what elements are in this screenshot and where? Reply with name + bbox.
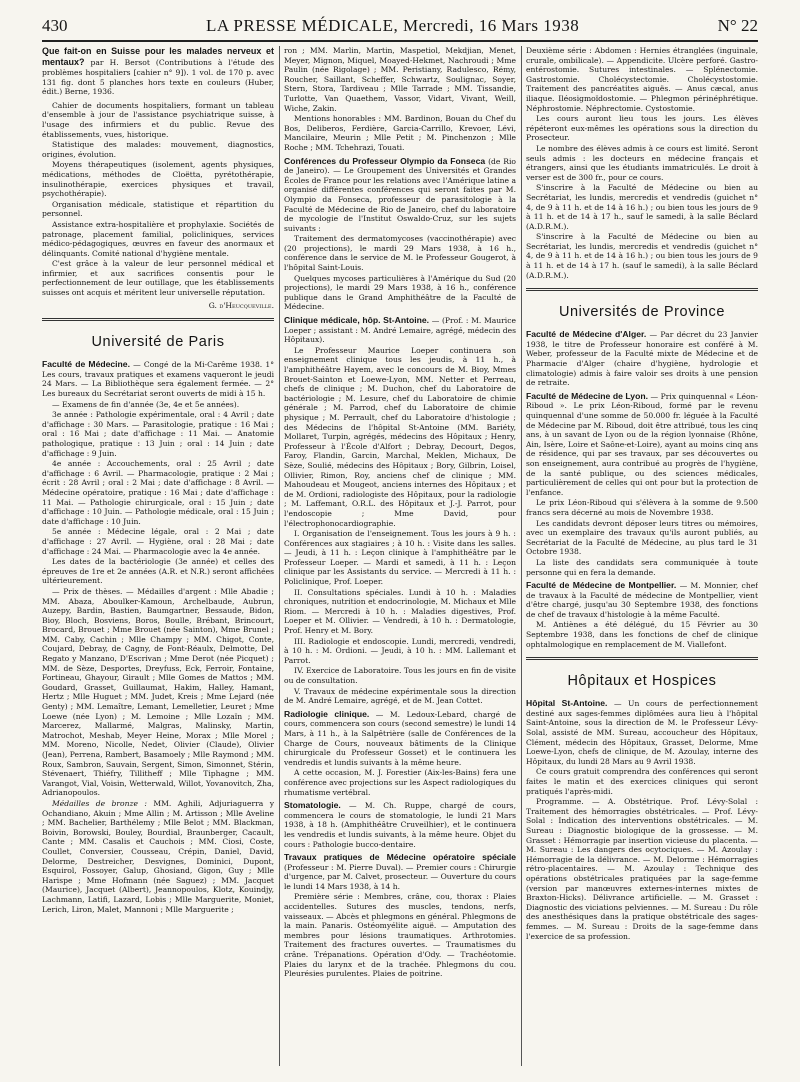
notice-text: Quelques mycoses particulières à l'Amérique du Sud (20 projections), le mardi 29 Mars 1938, à 16 h., conférence publique dans le Grand Amphithéâtre de la Faculté de Médecine. (284, 273, 516, 312)
notice-text: — M. Monnier, chef de travaux à la Faculté de médecine de Montpellier, vient d'être chargé, jusqu'au 30 Septembre 1938, des fonctions de chef de travaux d'histologie à la même Faculté. (526, 581, 758, 619)
column-divider (279, 46, 280, 1066)
notice-text: III. Radiologie et endoscopie. Lundi, mercredi, vendredi, à 10 h. : M. Ordioni. — Jeudi, à 10 h. : MM. Lallemant et Parrot. (284, 636, 516, 665)
notice-text: II. Consultations spéciales. Lundi à 10 h. : Maladies chroniques, nutrition et endocrinologie, M. Michaux et Mlle Riom. — Mercredi à 10 h. : Maladies digestives, Prof. Loeper et M. Ollivier. — Vendredi, à 10 h. : Dermatologie, Prof. Henry et M. Bory. (284, 587, 516, 636)
notice-text: IV. Exercice de Laboratoire. Tous les jours en fin de visite ou de consultation. (284, 666, 516, 685)
subsection-title: Faculté de Médecine de Lyon. (526, 390, 648, 401)
notice-text: — Par décret du 23 Janvier 1938, le titre de Professeur honoraire est conféré à M. Weber, professeur de la Faculté mixte de Médecine et de Pharmacie d'Alger (chaire d'hygiène, hydrologie et climatologie) admis à faire valoir ses droits à une pension de retraite. (526, 330, 758, 388)
notice-text: 4e année : Accouchements, oral : 25 Avril ; date d'affichage : 6 Avril. — Pharmacologie, pratique : 2 Mai ; écrit : 28 Avril ; oral : 2 Mai ; date d'affichage : 8 Avril. — Médecine opératoire, pratique : 16 Mai ; date d'affichage : 11 Mai. — Pathologie chirurgicale, oral : 15 Juin ; date d'affichage : 10 Juin. — Pathologie médicale, oral : 15 Juin ; date d'affichage : 10 Juin. (42, 459, 274, 526)
notice-text: — M. Ledoux-Lebard, chargé de cours, commencera son cours (second semestre) le lundi 14 Mars, à 11 h., à la Salpêtrière (salle de Conférences de la Charge de Cours, nouveaux bâtiments de la Clinique chirurgicale du Professeur Gosset) et le continuera les vendredis et lundis suivants à la même heure. (284, 709, 516, 767)
notice-text: Traitement des dermatomycoses (vaccinothérapie) avec (20 projections), le mardi 29 Mars 1938, à 16 h., conférence dans le service de M. le Professeur Gougerot, à l'hôpital Saint-Louis. (284, 234, 516, 273)
section-rule (526, 288, 758, 291)
subsection-title: Faculté de Médecine de Montpellier. (526, 580, 677, 591)
review-paragraph: Statistique des malades: mouvement, diagnostics, origines, évolution. (42, 140, 274, 159)
notice-text: — Prix quinquennal « Léon-Riboud ». Le prix Léon-Riboud, formé par le revenu quinquennal d'une somme de 50.000 fr. léguée à la Faculté de Médecine par M. Riboud, doit être attribué, tous les cinq ans, à un savant de Lyon ou de la région lyonnaise (Rhône, Ain, Isère, Loire et Saône-et-Loire), ayant au moins cinq ans de résidence, qui par ses travaux, par ses découvertes ou son enseignement, aura contribué au progrès de l'hygiène, de la santé publique, ou des sciences médicales, particulièrement de celles qui ont pour but la protection de l'enfance. (526, 391, 758, 497)
subsection-title: Hôpital St-Antoine. (526, 698, 608, 709)
header-rule (42, 40, 758, 42)
names-list: Mlle Abadie ; MM. Abaza, Aboulker-Kamoun, Archelbaude, Aubrun, Auzepy, Bardin, Bastien, Baumgartner, Bessaude, Bidon, Bioy, Bloch, Bosviens, Boros, Boulle, Brébant, Brincourt, Brocard, Brouet ; Mme Brouet (née Sainton), Mme Brunel ; MM. Caby, Cachin ; Mlle Champy ; MM. Chigot, Conte, Coujard, Debray, de Cagny, de Font-Réaulx, Delmotte, Del Regato y Manzano, D'Escrivan ; Mme Derot (née Picquet) ; MM. de Sèze, Desportes, Dreyfuss, Eck, Ferroir, Fontaine, Fortineau, Ghayour, Girault ; Mlle Gomes de Mattos ; MM. Goudard, Grasset, Guillaumat, Hakim, Halley, Hamant, Hertz ; Mlle Huguet ; MM. Judet, Kreis ; Mme Lejard (née Genty) ; MM. Lemaître, Lemant, Lemelletier, Leuret ; Mme Loewe (née Lyon) ; M. Lemoine ; Mlle Lozaïn ; MM. Marcerez, Mallarmé, Malgras, Malinsky, Martin, Matrochot, Meshab, Meyer Heine, Morax ; Mlle Morel ; MM. Moreno, Nicolle, Nedet, Olivier (Claude), Olivier (Jean), Perrena, Rambert, Basamoely ; Mlle Raymond ; MM. Roux, Sambron, Sauvain, Sergent, Simon, Simonnet, Stérin, Stévenaert, Thiéfry, Tillitheff ; Mlle Tiphagne ; MM. Varangot, Vial, Voisin, Wetterwald, Willot, Yovanovitch, Zha, Adrianopoulos. (42, 586, 274, 798)
notice-text: — Examens de fin d'année (3e, 4e et 5e années). (52, 399, 240, 409)
subsection-title: Travaux pratiques de Médecine opératoire spéciale (284, 852, 516, 863)
names-list: MM. Aghili, Adjuriaguerra y Ochandiano, Akuin ; Mme Allin ; M. Artisson ; Mlle Aveline ; MM. Bachelier, Barthélemy ; Mlle Belot ; MM. Blackman, Boivin, Borowski, Bouley, Bourdial, Braunberger, Cacault, Cante ; MM. Casalis et Cauchois ; MM. Ciosi, Coste, Coullet, Conversier, Cousseau, Crépin, Daniel, David, Delorme, Destreicher, Desvignes, Dominici, Dupont, Esquirol, Fossoyer, Galup, Ghosiand, Gigon, Guy ; Mlle Harispe ; Mme Hofmann (née Saguez) ; MM. Jacquet (Maurice), Jacquet (Albert), Jeannopoulos, Klotz, Kouindjy, Lachmann, Latifi, Lazard, Lobis ; Mlle Marguerite, Moniet, Lerich, Liron, Malet, Mannoni ; Mlle Marguerite ; (42, 798, 274, 914)
subsection-title: Stomatologie. (284, 800, 341, 811)
notice-text: — (Prof. : M. Maurice Loeper ; assistant : M. André Lemaire, agrégé, médecin des Hôpitaux). (284, 316, 516, 345)
notice-text: (de Rio de Janeiro). — Le Groupement des Universités et Grandes Écoles de France pour les relations avec l'Amérique latine a organisé différentes conférences qui seront faites par M. Olympio da Fonseca, professeur de parasitologie à la Faculté de Médecine de Rio de Janeiro, chef du laboratoire de mycologie de l'Institut Oswaldo-Cruz, sur les sujets suivants : (284, 156, 516, 233)
review-paragraph: Cahier de documents hospitaliers, formant un tableau d'ensemble à jour de l'assistance psychiatrique suisse, à l'usage des infirmiers et du public. Revue des établissements, vues, historique. (42, 100, 274, 139)
review-paragraph: Organisation médicale, statistique et répartition du personnel. (42, 199, 274, 219)
notice-text: Deuxième série : Abdomen : Hernies étranglées (inguinale, crurale, ombilicale). — Appendicite. Ulcère perforé. Gastro-entérostomie. Sutures intestinales. — Splénectomie. Gastrostomie. Cholécystectomie. Cholécystostomie. Traitement des pancréatites aiguës. — Anus cæcal, anus iliaque. Iléosigmoïdostomie. — Phlegmon périnéphrétique. Néphrostomie. Néphrectomie. Cystostomie. (526, 46, 758, 113)
section-rule (526, 657, 758, 660)
column-divider (521, 46, 522, 1066)
notice-text: Médailles de bronze : (52, 798, 147, 808)
notice-text: V. Travaux de médecine expérimentale sous la direction de M. André Lemaire, agrégé, et de M. Jean Cottet. (284, 686, 516, 706)
review-paragraph: C'est grâce à la valeur de leur personnel médical et infirmier, et aux sacrifices consentis pour le perfectionnement de leur outillage, que les établissements suisses ont acquis et méritent leur universelle réputation. (42, 259, 274, 298)
notice-text: Le Professeur Maurice Loeper continuera son enseignement clinique tous les jeudis, à 11 h., à l'amphithéâtre Hayem, avec le concours de M. Bioy, Mmes Brouet-Sainton et Loewe-Lyon, MM. Netter et Perreau, chefs de clinique ; M. Duchon, chef du Laboratoire de bactériologie ; M. Lesure, chef du Laboratoire de chimie générale ; M. Parrod, chef du Laboratoire de chimie physique ; M. Perrault, chef du Laboratoire d'histologie ; des Médecins de l'hôpital St-Antoine (MM. Bariéty, Mollaret, Turpin, agrégés, médecins des Hôpitaux ; Henry, Professeur à l'École d'Alfort ; Debray, Decourt, Degos, Faroy, Flandin, Garcin, Marchal, Meklen, Michaux, De Sèze, Soulié, médecins des Hôpitaux ; Bory, Gilbrin, Loisel, Ollivier, Rimon, Roy, anciens chef de clinique ; MM. Mahoudeau et Mougeot, anciens internes des Hôpitaux ; et de M. Ordioni, radiologiste des Hôpitaux, pour la radiologie ; M. Laffemant, O.R.L. des Hôpitaux et J.-J. Parrot, pour l'endoscopie ; Mme David, pour l'électrophonocardiographie. (284, 345, 516, 528)
review-paragraph: Moyens thérapeutiques (isolement, agents physiques, médications, méthodes de Cloëtta, pyrétothérapie, insulinothérapie, exercices physiques et travail, psychothérapie). (42, 160, 274, 199)
notice-text: Le nombre des élèves admis à ce cours est limité. Seront seuls admis : les docteurs en médecine français et étrangers, ainsi que les étudiants immatriculés. Le droit à verser est de 300 fr., pour ce cours. (526, 143, 758, 182)
journal-title: LA PRESSE MÉDICALE, Mercredi, 16 Mars 1938 (205, 16, 580, 35)
issue-date: Mercredi, 16 Mars 1938 (402, 16, 580, 35)
notice-text: — M. Ch. Ruppe, chargé de cours, commencera le cours de stomatologie, le lundi 21 Mars 1938, à 18 h. (Amphithéâtre Cruveilhier), et le continuera les vendredis et lundis suivants, à la même heure. Objet du cours : Pathologie bucco-dentaire. (284, 801, 516, 849)
review-signature: G. d'Heucqueville. (208, 300, 274, 310)
notice-text: Les dates de la bactériologie (3e année) et celles des épreuves de 1re et 2e années (A.R. et N.R.) seront affichées ultérieurement. (42, 557, 274, 586)
column-2 (284, 46, 516, 1076)
notice-text: Le prix Léon-Riboud qui s'élèvera à la somme de 9.500 francs sera décerné au mois de Novembre 1938. (526, 498, 758, 517)
issue-number: N° 22 (717, 16, 758, 35)
notice-text: (Professeur : M. Pierre Duval). — Premier cours : Chirurgie d'urgence, par M. Calvet, prosecteur. — Ouverture du cours le lundi 14 Mars 1938, à 14 h. (284, 862, 516, 891)
notice-text: Les cours auront lieu tous les jours. Les élèves répéteront eux-mêmes les opérations sous la direction du Prosecteur. (526, 114, 758, 143)
notice-text: S'inscrire à la Faculté de Médecine ou bien au Secrétariat, les lundis, mercredis et vendredis (guichet n° 4, de 9 à 11 h. et de 14 à 16 h.) ; ou bien tous les jours de 9 à 11 h. et de 14 à 17 h., sauf le samedi, à la salle Béclard (A.D.R.M.). (526, 183, 758, 231)
column-3 (526, 46, 758, 1076)
subsection-title: Conférences du Professeur Olympio da Fonseca (284, 155, 486, 166)
subsection-title: Faculté de Médecine d'Alger. (526, 329, 647, 340)
review-paragraph: Assistance extra-hospitalière et prophylaxie. Sociétés de patronage, placement familial, policliniques, services médico-pédagogiques, œuvres en faveur des anormaux et délinquants. Comité national d'hygiène mentale. (42, 219, 274, 258)
notice-text: S'inscrire à la Faculté de Médecine ou bien au Secrétariat, les lundis, mercredis et vendredis (guichet n° 4, de 9 à 11 h. et de 14 à 16 h.) ; ou bien tous les jours de 9 à 11 h. et de 14 à 17 h. (sauf le samedi), à la salle Béclard (A.D.R.M.). (526, 232, 758, 280)
review-title: Que fait-on en Suisse pour les malades nerveux et mentaux? (42, 46, 274, 67)
notice-text: — Un cours de perfectionnement destiné aux sages-femmes diplômées aura lieu à l'hôpital Saint-Antoine, sous la direction de M. le Professeur Lévy-Solal, assisté de MM. Sureau, accoucheur des Hôpitaux, Clément, médecin des Hôpitaux, Grasset, Delorme, Mme Loewe-Lyon, chefs de clinique, de M. Azoulay, interne des Hôpitaux, du lundi 28 Mars au 9 Avril 1938. (526, 699, 758, 766)
notice-text: Ce cours gratuit comprendra des conférences qui seront faites le matin et des exercices cliniques qui seront pratiqués l'après-midi. (526, 767, 758, 796)
page-number: 430 (42, 16, 68, 35)
notice-text: La liste des candidats sera communiquée à toute personne qui en fera la demande. (526, 557, 758, 577)
names-list: ron ; MM. Marlin, Martin, Maspetiol, Mekdjian, Menet, Meyer, Mignon, Miquel, Moayed-Hekmet, Nachroudi ; Mme Paulin (née Rigolage) ; MM. Peristiany, Radulesco, Rémy, Roucher, Saillant, Scheffer, Schwartz, Soulignac, Soyer, Stern, Stora, Tardiveau ; Mlle Tarrade ; MM. Tissandie, Turlotte, Van Quaethem, Vassor, Vidart, Vivant, Weill, Wiche, Zakin. (284, 46, 516, 113)
notice-text: 3e année : Pathologie expérimentale, oral : 4 Avril ; date d'affichage : 30 Mars. — Parasitologie, pratique : 16 Mai ; oral : 16 Mai ; date d'affichage : 11 Mai. — Anatomie pathologique, pratique : 13 Juin ; oral : 14 Juin ; date d'affichage : 9 Juin. (42, 410, 274, 458)
section-title-province: Universités de Province (558, 304, 726, 321)
notice-text: A cette occasion, M. J. Forestier (Aix-les-Bains) fera une conférence avec projections sur les Aspect radiologiques du rhumatisme vertébral. (284, 768, 516, 797)
review-citation: par H. Bersot (Contributions à l'étude des problèmes hospitaliers [cahier n° 9]). 1 vol. de 170 p. avec 131 fig. dont 5 planches hors texte en couleurs (Huber, édit.) Berne, 1936. (42, 58, 274, 97)
notice-text: I. Organisation de l'enseignement. Tous les jours à 9 h. : Conférences aux stagiaires ; à 10 h. : Visite dans les salles. — Jeudi, à 11 h. : Leçon clinique à l'amphithéâtre par le Professeur Loeper. — Mardi et samedi, à 11 h. : Leçon clinique par les Assistants du service. — Mercredi à 11 h. : Policlinique, Prof. Loeper. (284, 529, 516, 587)
subsection-title: Clinique médicale, hôp. St-Antoine. (284, 315, 429, 326)
notice-text: Mentions honorables : MM. Bardinon, Bouan du Chef du Bos, Deliberos, Ferdière, Garcia-Carrillo, Krevoer, Lévi, Mancilaire, Meurin ; Mlle Petit ; M. Pinchenzon ; Mlle Roche ; MM. Tchehrazi, Touati. (284, 114, 516, 152)
notice-text: — Congé de la Mi-Carême 1938. 1° Les cours, travaux pratiques et examens vaqueront le jeudi 24 Mars. — La Bibliothèque sera également fermée. — 2° Les bureaux du Secrétariat seront ouverts de midi à 15 h. (42, 360, 274, 399)
subsection-title: Radiologie clinique. (284, 708, 370, 719)
page-header (42, 16, 758, 38)
notice-text: M. Antiènes a été délégué, du 15 Février au 30 Septembre 1938, dans les fonctions de chef de clinique ophtalmologique en remplacement de M. Viallefont. (526, 620, 758, 649)
column-1 (42, 46, 274, 1076)
section-title-hopitaux: Hôpitaux et Hospices (567, 673, 717, 690)
notice-text: Programme. — A. Obstétrique. Prof. Lévy-Solal : Traitement des hémorragies obstétricales. — Prof. Lévy-Solal : Indication des interventions obstétricales. — M. Sureau : Diagnostic biologique de la grossesse. — M. Grasset : Hémorragie par insertion vicieuse du placenta. — M. Sureau : Les dangers des ocytociques. — M. Azoulay : Hémorragie de la délivrance. — M. Delorme : Hémorragies rétro-placentaires. — M. Azoulay : Technique des opérations obstétricales pratiquées par la sage-femme (version par manœuvres externes-internes mixtes de Braxton-Hicks). Délivrance artificielle. — M. Grasset : Diagnostic des viciations pelviennes. — M. Sureau : Du rôle des anesthésiques dans la pratique obstétricale des sages-femmes. — M. Sureau : Droits de la sage-femme dans l'exercice de sa profession. (526, 797, 758, 941)
notice-text: 5e année : Médecine légale, oral : 2 Mai ; date d'affichage : 27 Avril. — Hygiène, oral : 28 Mai ; date d'affichage : 24 Mai. — Pharmacologie avec la 4e année. (42, 527, 274, 556)
section-rule (42, 318, 274, 321)
subsection-title: Faculté de Médecine. (42, 359, 130, 370)
notice-text: — Prix de thèses. — Médailles d'argent : (52, 586, 217, 596)
notice-text: Les candidats devront déposer leurs titres ou mémoires, avec un exemplaire des travaux qu'ils auront publiés, au Secrétariat de la Faculté de Médecine, au plus tard le 31 Octobre 1938. (526, 518, 758, 557)
section-title-paris: Université de Paris (91, 334, 225, 351)
notice-text: Première série : Membres, crâne, cou, thorax : Plaies accidentelles. Sutures des muscles, tendons, nerfs, vaisseaux. — Abcès et phlegmons en général. Phlegmons de la main. Panaris. Ostéomyélite aiguë. — Amputation des membres pour lésions traumatiques. Arthrotomies. Traitement des fractures ouvertes. — Traumatismes du crâne. Trépanations. Opération d'Ody. — Trachéotomie. Plaies du larynx et de la trachée. Phlegmons du cou. Pleurésies purulentes. Plaies de poitrine. (284, 892, 516, 979)
